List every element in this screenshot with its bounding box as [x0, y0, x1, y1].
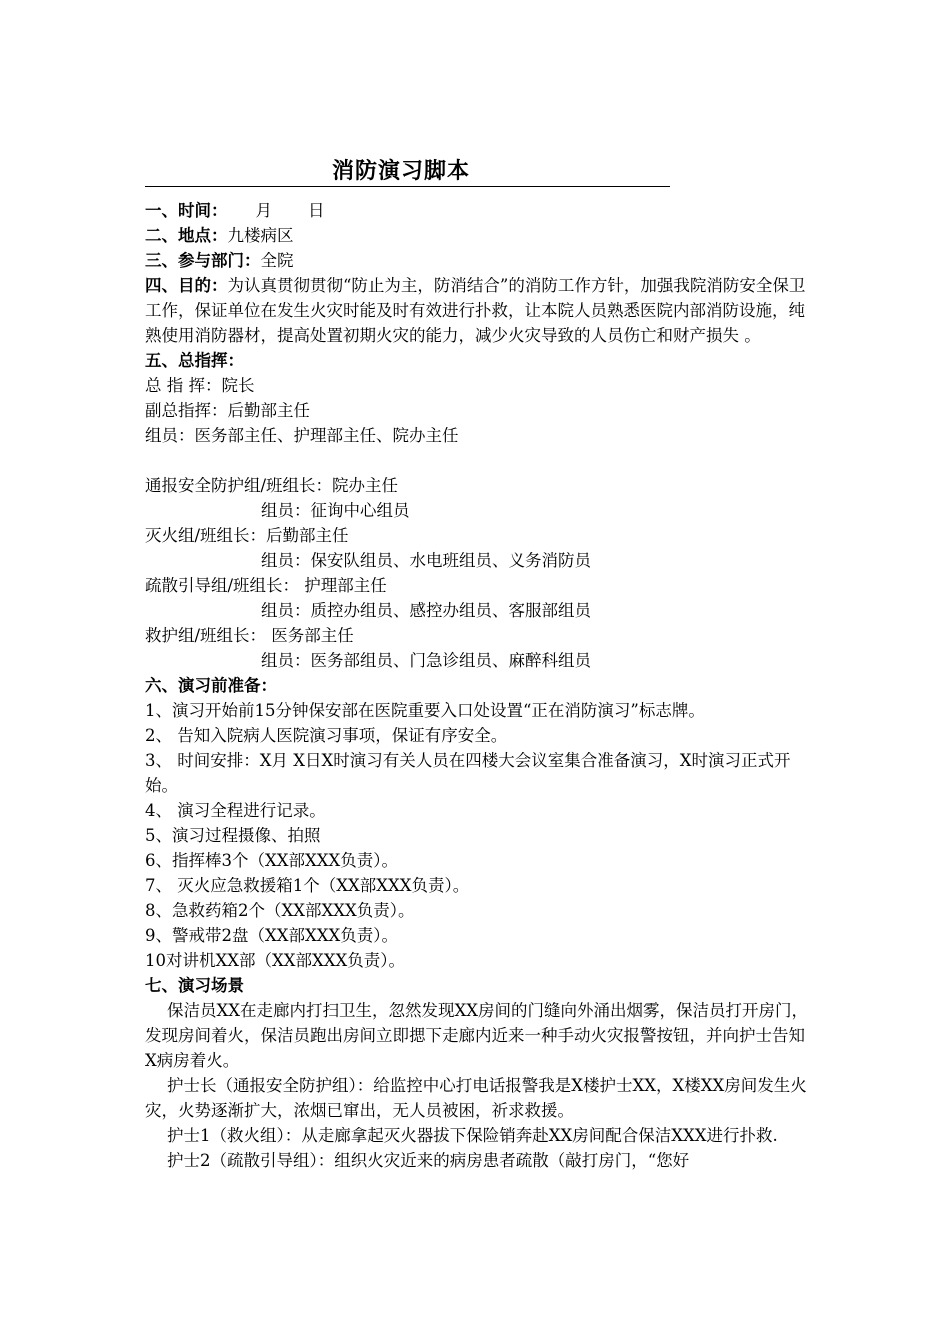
prep-item: 7、 灭火应急救援箱1个（XX部XXX负责）。 [145, 876, 470, 895]
prep-item: 5、演习过程摄像、拍照 [145, 826, 321, 845]
time-label: 一、时间： [145, 201, 228, 220]
prep-item: 2、 告知入院病人医院演习事项，保证有序安全。 [145, 726, 508, 745]
dept-value: 全院 [260, 251, 294, 270]
time-line [145, 198, 815, 223]
title-underline [145, 158, 670, 187]
scene-paragraph: 护士长（通报安全防护组）：给监控中心打电话报警我是X楼护士XX，X楼XX房间发生火灾，火势逐渐扩大，浓烟已窜出，无人员被困，祈求救援。 [145, 1076, 807, 1120]
group-leader-line: 救护组/班组长： 医务部主任 [145, 626, 354, 645]
page-title: 消防演习脚本 [332, 159, 471, 184]
group-member-line: 组员：征询中心组员 [261, 501, 410, 520]
prep-item: 1、演习开始前15分钟保安部在医院重要入口处设置“正在消防演习”标志牌。 [145, 701, 705, 720]
command-line: 总 指 挥：院长 [145, 376, 255, 395]
prep-item: 8、急救药箱2个（XX部XXX负责）。 [145, 901, 415, 920]
place-label: 二、地点： [145, 226, 228, 245]
place-line [145, 223, 815, 248]
purpose-label: 四、目的： [145, 276, 228, 295]
scene-heading: 七、演习场景 [145, 976, 244, 995]
scene-paragraph: 护士2（疏散引导组）：组织火灾近来的病房患者疏散（敲打房门，“您好 [167, 1151, 690, 1170]
purpose-paragraph [145, 273, 815, 348]
group-member-line: 组员：医务部组员、门急诊组员、麻醉科组员 [261, 651, 591, 670]
place-value: 九楼病区 [227, 226, 294, 245]
prep-item: 3、 时间安排：X月 X日X时演习有关人员在四楼大会议室集合准备演习，X时演习正式开始。 [145, 751, 791, 795]
prep-heading: 六、演习前准备： [145, 676, 277, 695]
group-leader-line: 通报安全防护组/班组长：院办主任 [145, 476, 399, 495]
scene-paragraph: 保洁员XX在走廊内打扫卫生，忽然发现XX房间的门缝向外涌出烟雾，保洁员打开房门，发现房间着火，保洁员跑出房间立即揌下走廊内近来一种手动火灾报警按钮，并向护士告知X病房着火。 [145, 1001, 808, 1070]
purpose-text: 为认真贯彻贯彻“防止为主，防消结合”的消防工作方针，加强我院消防安全保卫工作，保证单位在发生火灾时能及时有效进行扑救，让本院人员熟悉医院内部消防设施，纯熟使用消防器材，提高处置初期火灾的能力，减少火灾导致的人员伤亡和财产损失 。 [145, 276, 806, 345]
group-member-line: 组员：质控办组员、感控办组员、客服部组员 [261, 601, 591, 620]
dept-line [145, 248, 815, 273]
group-leader-line: 灭火组/班组长：后勤部主任 [145, 526, 349, 545]
prep-item: 4、 演习全程进行记录。 [145, 801, 326, 820]
dept-label: 三、参与部门： [145, 251, 261, 270]
command-line: 组员：医务部主任、护理部主任、院办主任 [145, 426, 459, 445]
command-line: 副总指挥：后勤部主任 [145, 401, 310, 420]
group-member-line: 组员：保安队组员、水电班组员、义务消防员 [261, 551, 591, 570]
command-heading: 五、总指挥： [145, 351, 244, 370]
scene-paragraph: 护士1（救火组）：从走廊拿起灭火器拔下保险销奔赴XX房间配合保洁XXX进行扑救. [167, 1126, 778, 1145]
group-leader-line: 疏散引导组/班组长： 护理部主任 [145, 576, 387, 595]
prep-item: 9、警戒带2盘（XX部XXX负责）。 [145, 926, 398, 945]
time-month: 月 [255, 201, 272, 220]
spacer [145, 448, 815, 473]
time-day: 日 [308, 201, 325, 220]
prep-item: 6、指挥棒3个（XX部XXX负责）。 [145, 851, 398, 870]
prep-item: 10对讲机XX部（XX部XXX负责）。 [145, 951, 405, 970]
document-body [145, 198, 815, 1173]
